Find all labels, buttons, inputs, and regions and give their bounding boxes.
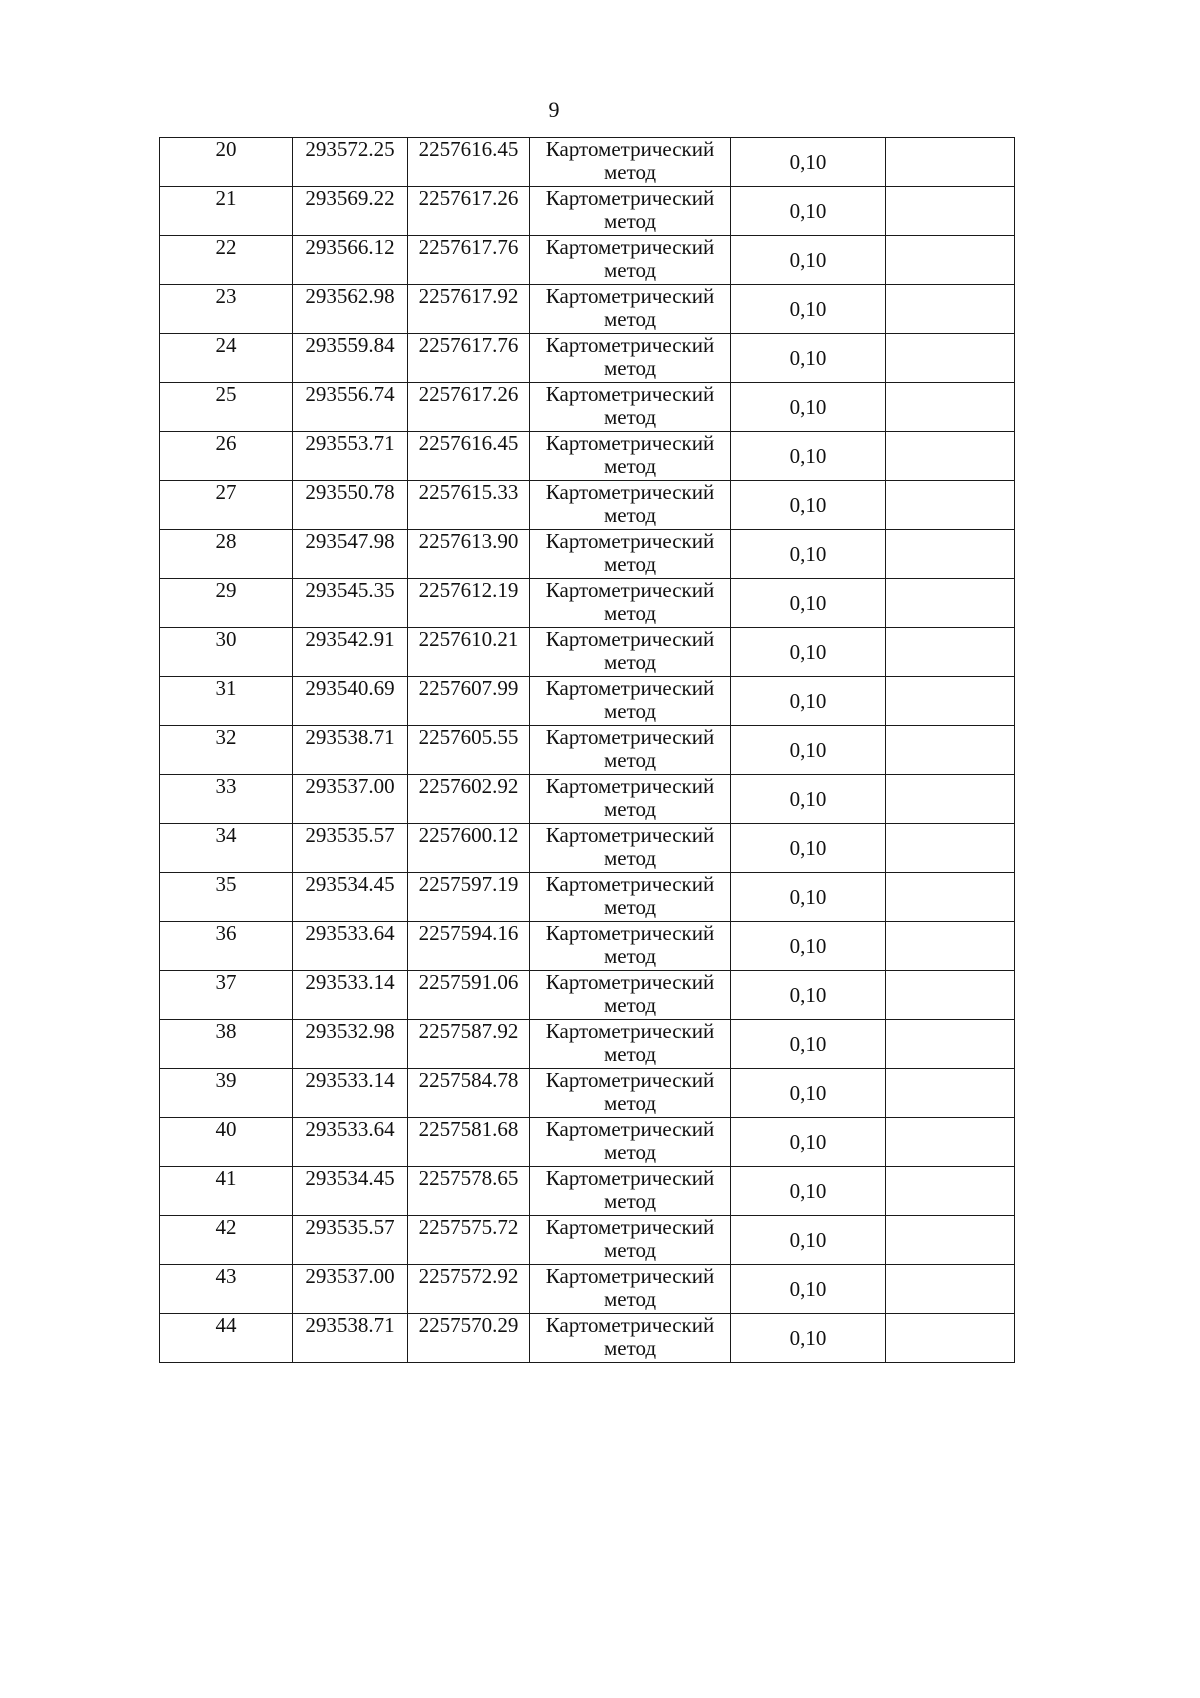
x-coordinate-cell: 293535.57 [293, 1216, 408, 1265]
y-coordinate-cell: 2257600.12 [408, 824, 530, 873]
method-line-2: метод [603, 846, 657, 870]
point-number-cell: 30 [160, 628, 293, 677]
accuracy-cell: 0,10 [731, 922, 886, 971]
table-row [160, 1265, 1015, 1314]
table-row [160, 579, 1015, 628]
y-coordinate-cell: 2257616.45 [408, 138, 530, 187]
point-number-cell: 26 [160, 432, 293, 481]
accuracy-cell: 0,10 [731, 677, 886, 726]
y-coordinate-cell: 2257610.21 [408, 628, 530, 677]
table-row [160, 187, 1015, 236]
point-number-cell: 38 [160, 1020, 293, 1069]
table-row [160, 1069, 1015, 1118]
table-row [160, 677, 1015, 726]
note-cell [886, 285, 1015, 334]
method-line-1: Картометрический [545, 1215, 715, 1239]
method-line-2: метод [603, 601, 657, 625]
y-coordinate-cell: 2257605.55 [408, 726, 530, 775]
note-cell [886, 1118, 1015, 1167]
note-cell [886, 971, 1015, 1020]
method-cell [530, 824, 731, 873]
x-coordinate-cell: 293569.22 [293, 187, 408, 236]
x-coordinate-cell: 293550.78 [293, 481, 408, 530]
x-coordinate-cell: 293533.14 [293, 971, 408, 1020]
point-number-cell: 23 [160, 285, 293, 334]
table-row [160, 236, 1015, 285]
x-coordinate-cell: 293553.71 [293, 432, 408, 481]
note-cell [886, 383, 1015, 432]
table-row [160, 138, 1015, 187]
method-line-2: метод [603, 503, 657, 527]
y-coordinate-cell: 2257597.19 [408, 873, 530, 922]
note-cell [886, 726, 1015, 775]
table-row [160, 1118, 1015, 1167]
method-line-1: Картометрический [545, 1313, 715, 1337]
method-line-2: метод [603, 1336, 657, 1360]
y-coordinate-cell: 2257613.90 [408, 530, 530, 579]
y-coordinate-cell: 2257617.26 [408, 187, 530, 236]
method-line-1: Картометрический [545, 431, 715, 455]
y-coordinate-cell: 2257602.92 [408, 775, 530, 824]
y-coordinate-cell: 2257575.72 [408, 1216, 530, 1265]
y-coordinate-cell: 2257572.92 [408, 1265, 530, 1314]
x-coordinate-cell: 293545.35 [293, 579, 408, 628]
x-coordinate-cell: 293534.45 [293, 873, 408, 922]
x-coordinate-cell: 293537.00 [293, 775, 408, 824]
x-coordinate-cell: 293556.74 [293, 383, 408, 432]
note-cell [886, 824, 1015, 873]
table-row [160, 873, 1015, 922]
x-coordinate-cell: 293535.57 [293, 824, 408, 873]
method-line-2: метод [603, 209, 657, 233]
y-coordinate-cell: 2257607.99 [408, 677, 530, 726]
table-row [160, 432, 1015, 481]
accuracy-cell: 0,10 [731, 1216, 886, 1265]
method-line-2: метод [603, 356, 657, 380]
note-cell [886, 236, 1015, 285]
point-number-cell: 33 [160, 775, 293, 824]
y-coordinate-cell: 2257587.92 [408, 1020, 530, 1069]
y-coordinate-cell: 2257617.76 [408, 334, 530, 383]
method-line-1: Картометрический [545, 284, 715, 308]
note-cell [886, 334, 1015, 383]
method-line-2: метод [603, 748, 657, 772]
point-number-cell: 24 [160, 334, 293, 383]
method-line-2: метод [603, 993, 657, 1017]
method-line-2: метод [603, 944, 657, 968]
method-cell [530, 1314, 731, 1363]
method-cell [530, 285, 731, 334]
method-cell [530, 1216, 731, 1265]
method-cell [530, 971, 731, 1020]
note-cell [886, 1069, 1015, 1118]
coordinates-table-body [160, 138, 1015, 1363]
method-line-1: Картометрический [545, 872, 715, 896]
method-line-1: Картометрический [545, 333, 715, 357]
y-coordinate-cell: 2257616.45 [408, 432, 530, 481]
x-coordinate-cell: 293559.84 [293, 334, 408, 383]
method-cell [530, 1265, 731, 1314]
y-coordinate-cell: 2257594.16 [408, 922, 530, 971]
note-cell [886, 873, 1015, 922]
point-number-cell: 42 [160, 1216, 293, 1265]
coordinates-table [159, 137, 1015, 1363]
accuracy-cell: 0,10 [731, 775, 886, 824]
method-cell [530, 579, 731, 628]
note-cell [886, 1314, 1015, 1363]
point-number-cell: 25 [160, 383, 293, 432]
method-line-2: метод [603, 1287, 657, 1311]
x-coordinate-cell: 293566.12 [293, 236, 408, 285]
accuracy-cell: 0,10 [731, 1314, 886, 1363]
y-coordinate-cell: 2257578.65 [408, 1167, 530, 1216]
method-cell [530, 236, 731, 285]
method-cell [530, 1069, 731, 1118]
point-number-cell: 35 [160, 873, 293, 922]
method-line-1: Картометрический [545, 480, 715, 504]
accuracy-cell: 0,10 [731, 1265, 886, 1314]
point-number-cell: 27 [160, 481, 293, 530]
note-cell [886, 138, 1015, 187]
table-row [160, 1314, 1015, 1363]
x-coordinate-cell: 293540.69 [293, 677, 408, 726]
method-line-2: метод [603, 552, 657, 576]
point-number-cell: 36 [160, 922, 293, 971]
note-cell [886, 187, 1015, 236]
table-row [160, 824, 1015, 873]
table-row [160, 334, 1015, 383]
note-cell [886, 775, 1015, 824]
method-line-2: метод [603, 797, 657, 821]
method-line-2: метод [603, 307, 657, 331]
note-cell [886, 530, 1015, 579]
x-coordinate-cell: 293562.98 [293, 285, 408, 334]
y-coordinate-cell: 2257581.68 [408, 1118, 530, 1167]
y-coordinate-cell: 2257617.76 [408, 236, 530, 285]
note-cell [886, 432, 1015, 481]
y-coordinate-cell: 2257584.78 [408, 1069, 530, 1118]
accuracy-cell: 0,10 [731, 334, 886, 383]
accuracy-cell: 0,10 [731, 824, 886, 873]
method-line-1: Картометрический [545, 1117, 715, 1141]
y-coordinate-cell: 2257617.92 [408, 285, 530, 334]
point-number-cell: 29 [160, 579, 293, 628]
x-coordinate-cell: 293533.64 [293, 922, 408, 971]
accuracy-cell: 0,10 [731, 285, 886, 334]
x-coordinate-cell: 293538.71 [293, 1314, 408, 1363]
method-line-1: Картометрический [545, 676, 715, 700]
table-row [160, 530, 1015, 579]
method-cell [530, 530, 731, 579]
method-cell [530, 432, 731, 481]
note-cell [886, 628, 1015, 677]
table-row [160, 971, 1015, 1020]
point-number-cell: 41 [160, 1167, 293, 1216]
method-cell [530, 138, 731, 187]
method-cell [530, 481, 731, 530]
accuracy-cell: 0,10 [731, 1020, 886, 1069]
method-line-1: Картометрический [545, 235, 715, 259]
method-line-1: Картометрический [545, 725, 715, 749]
point-number-cell: 43 [160, 1265, 293, 1314]
method-line-1: Картометрический [545, 1019, 715, 1043]
point-number-cell: 32 [160, 726, 293, 775]
table-row [160, 726, 1015, 775]
method-cell [530, 922, 731, 971]
table-row [160, 1167, 1015, 1216]
table-row [160, 922, 1015, 971]
method-line-2: метод [603, 1140, 657, 1164]
method-cell [530, 1167, 731, 1216]
point-number-cell: 28 [160, 530, 293, 579]
x-coordinate-cell: 293537.00 [293, 1265, 408, 1314]
note-cell [886, 1216, 1015, 1265]
y-coordinate-cell: 2257570.29 [408, 1314, 530, 1363]
method-cell [530, 775, 731, 824]
point-number-cell: 39 [160, 1069, 293, 1118]
method-line-2: метод [603, 1091, 657, 1115]
accuracy-cell: 0,10 [731, 432, 886, 481]
method-line-1: Картометрический [545, 823, 715, 847]
accuracy-cell: 0,10 [731, 971, 886, 1020]
method-cell [530, 677, 731, 726]
method-line-2: метод [603, 1238, 657, 1262]
point-number-cell: 40 [160, 1118, 293, 1167]
method-cell [530, 873, 731, 922]
method-line-2: метод [603, 699, 657, 723]
accuracy-cell: 0,10 [731, 579, 886, 628]
point-number-cell: 20 [160, 138, 293, 187]
method-line-2: метод [603, 650, 657, 674]
accuracy-cell: 0,10 [731, 530, 886, 579]
method-cell [530, 334, 731, 383]
method-line-2: метод [603, 1189, 657, 1213]
x-coordinate-cell: 293547.98 [293, 530, 408, 579]
accuracy-cell: 0,10 [731, 1069, 886, 1118]
y-coordinate-cell: 2257591.06 [408, 971, 530, 1020]
accuracy-cell: 0,10 [731, 187, 886, 236]
method-line-2: метод [603, 405, 657, 429]
note-cell [886, 1020, 1015, 1069]
x-coordinate-cell: 293572.25 [293, 138, 408, 187]
y-coordinate-cell: 2257612.19 [408, 579, 530, 628]
table-row [160, 383, 1015, 432]
point-number-cell: 21 [160, 187, 293, 236]
accuracy-cell: 0,10 [731, 873, 886, 922]
method-line-2: метод [603, 160, 657, 184]
method-line-2: метод [603, 895, 657, 919]
note-cell [886, 1265, 1015, 1314]
y-coordinate-cell: 2257615.33 [408, 481, 530, 530]
point-number-cell: 31 [160, 677, 293, 726]
note-cell [886, 481, 1015, 530]
method-line-1: Картометрический [545, 921, 715, 945]
method-line-1: Картометрический [545, 627, 715, 651]
method-cell [530, 726, 731, 775]
method-line-2: метод [603, 258, 657, 282]
accuracy-cell: 0,10 [731, 726, 886, 775]
method-line-1: Картометрический [545, 186, 715, 210]
x-coordinate-cell: 293542.91 [293, 628, 408, 677]
method-line-1: Картометрический [545, 1166, 715, 1190]
y-coordinate-cell: 2257617.26 [408, 383, 530, 432]
method-line-1: Картометрический [545, 137, 715, 161]
table-row [160, 628, 1015, 677]
method-line-1: Картометрический [545, 774, 715, 798]
x-coordinate-cell: 293533.64 [293, 1118, 408, 1167]
method-cell [530, 383, 731, 432]
method-cell [530, 187, 731, 236]
method-line-1: Картометрический [545, 529, 715, 553]
accuracy-cell: 0,10 [731, 1118, 886, 1167]
method-cell [530, 1118, 731, 1167]
table-row [160, 285, 1015, 334]
table-row [160, 1216, 1015, 1265]
method-line-1: Картометрический [545, 578, 715, 602]
note-cell [886, 677, 1015, 726]
accuracy-cell: 0,10 [731, 138, 886, 187]
point-number-cell: 37 [160, 971, 293, 1020]
x-coordinate-cell: 293533.14 [293, 1069, 408, 1118]
accuracy-cell: 0,10 [731, 628, 886, 677]
method-cell [530, 1020, 731, 1069]
accuracy-cell: 0,10 [731, 481, 886, 530]
method-line-2: метод [603, 1042, 657, 1066]
page-number: 9 [548, 97, 560, 122]
note-cell [886, 922, 1015, 971]
point-number-cell: 22 [160, 236, 293, 285]
method-line-1: Картометрический [545, 970, 715, 994]
table-row [160, 481, 1015, 530]
method-line-1: Картометрический [545, 382, 715, 406]
note-cell [886, 579, 1015, 628]
x-coordinate-cell: 293534.45 [293, 1167, 408, 1216]
accuracy-cell: 0,10 [731, 236, 886, 285]
point-number-cell: 34 [160, 824, 293, 873]
method-line-1: Картометрический [545, 1264, 715, 1288]
method-line-1: Картометрический [545, 1068, 715, 1092]
method-cell [530, 628, 731, 677]
method-line-2: метод [603, 454, 657, 478]
note-cell [886, 1167, 1015, 1216]
point-number-cell: 44 [160, 1314, 293, 1363]
accuracy-cell: 0,10 [731, 383, 886, 432]
table-row [160, 1020, 1015, 1069]
x-coordinate-cell: 293532.98 [293, 1020, 408, 1069]
x-coordinate-cell: 293538.71 [293, 726, 408, 775]
table-row [160, 775, 1015, 824]
accuracy-cell: 0,10 [731, 1167, 886, 1216]
